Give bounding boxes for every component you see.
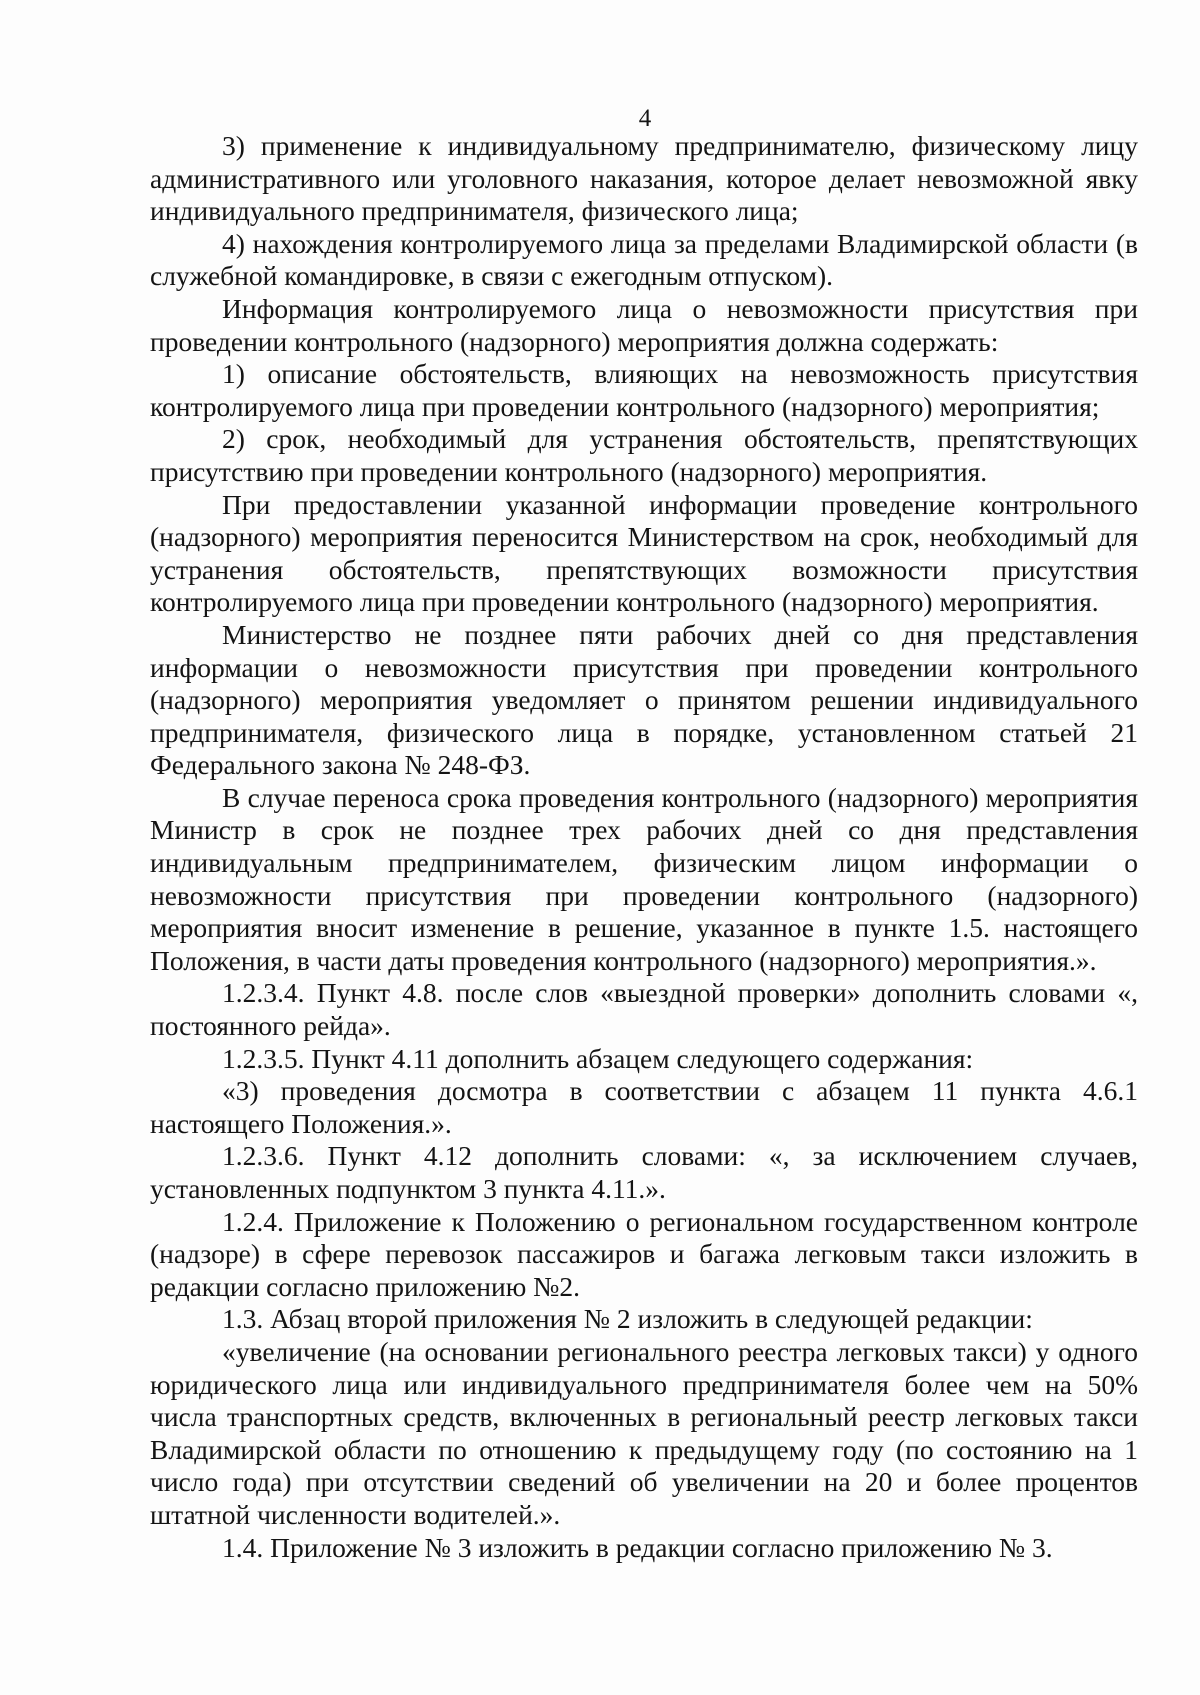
paragraph-clause-1-2-3-6: 1.2.3.6. Пункт 4.12 дополнить словами: «, за исключением случаев, установленных подпунктом 3 пункта 4.11.». (150, 1140, 1138, 1204)
paragraph-date-change: В случае переноса срока проведения контрольного (надзорного) мероприятия Министр в срок не позднее трех рабочих дней со дня представления индивидуальным предпринимателем, физическим лицом информации о невозможности присутствия при проведении контрольного (надзорного) мероприятия вносит изменение в решение, указанное в пункте 1.5. настоящего Положения, в части даты проведения контрольного (надзорного) мероприятия.». (150, 781, 1138, 976)
paragraph-clause-1-2-4: 1.2.4. Приложение к Положению о региональном государственном контроле (надзоре) в сфере перевозок пассажиров и багажа легковым такси изложить в редакции согласно приложению №2. (150, 1205, 1138, 1302)
paragraph-requirement-2-term: 2) срок, необходимый для устранения обстоятельств, препятствующих присутствию при проведении контрольного (надзорного) мероприятия. (150, 423, 1138, 487)
paragraph-clause-inspection: «3) проведения досмотра в соответствии с абзацем 11 пункта 4.6.1 настоящего Положения.». (150, 1075, 1138, 1139)
paragraph-information-requirements: Информация контролируемого лица о невозможности присутствия при проведении контрольного (надзорного) мероприятия должна содержать: (150, 292, 1138, 357)
paragraph-item-4-outside-region: 4) нахождения контролируемого лица за пределами Владимирской области (в служебной командировке, в связи с ежегодным отпуском). (150, 227, 1138, 292)
paragraph-clause-1-3: 1.3. Абзац второй приложения № 2 изложить в следующей редакции: (222, 1303, 1033, 1335)
paragraph-clause-1-2-3-4: 1.2.3.4. Пункт 4.8. после слов «выездной проверки» дополнить словами «, постоянного рейда». (150, 977, 1138, 1042)
document-body (150, 130, 1138, 1564)
paragraph-ministry-notification: Министерство не позднее пяти рабочих дней со дня представления информации о невозможности присутствия при проведении контрольного (надзорного) мероприятия уведомляет о принятом решении индивидуального предпринимателя, физического лица в порядке, установленном статьей 21 Федерального закона № 248-ФЗ. (150, 618, 1138, 781)
paragraph-requirement-1-description: 1) описание обстоятельств, влияющих на невозможность присутствия контролируемого лица при проведении контрольного (надзорного) мероприятия; (150, 358, 1138, 422)
paragraph-item-3-penalty: 3) применение к индивидуальному предпринимателю, физическому лицу административного или уголовного наказания, которое делает невозможной явку индивидуального предпринимателя, физического лица; (150, 130, 1138, 227)
paragraph-postponement: При предоставлении указанной информации проведение контрольного (надзорного) мероприятия переносится Министерством на срок, необходимый для устранения обстоятельств, препятствующих возможности присутствия контролируемого лица при проведении контрольного (надзорного) мероприятия. (150, 488, 1138, 618)
paragraph-taxi-registry: «увеличение (на основании регионального реестра легковых такси) у одного юридического лица или индивидуального предпринимателя более чем на 50% числа транспортных средств, включенных в региональный реестр легковых такси Владимирской области по отношению к предыдущему году (по состоянию на 1 число года) при отсутствии сведений об увеличении на 20 и более процентов штатной численности водителей.». (150, 1335, 1138, 1530)
page-number: 4 (638, 105, 652, 132)
paragraph-clause-1-2-3-5: 1.2.3.5. Пункт 4.11 дополнить абзацем следующего содержания: (222, 1042, 974, 1074)
paragraph-clause-1-4: 1.4. Приложение № 3 изложить в редакции согласно приложению № 3. (222, 1531, 1053, 1563)
